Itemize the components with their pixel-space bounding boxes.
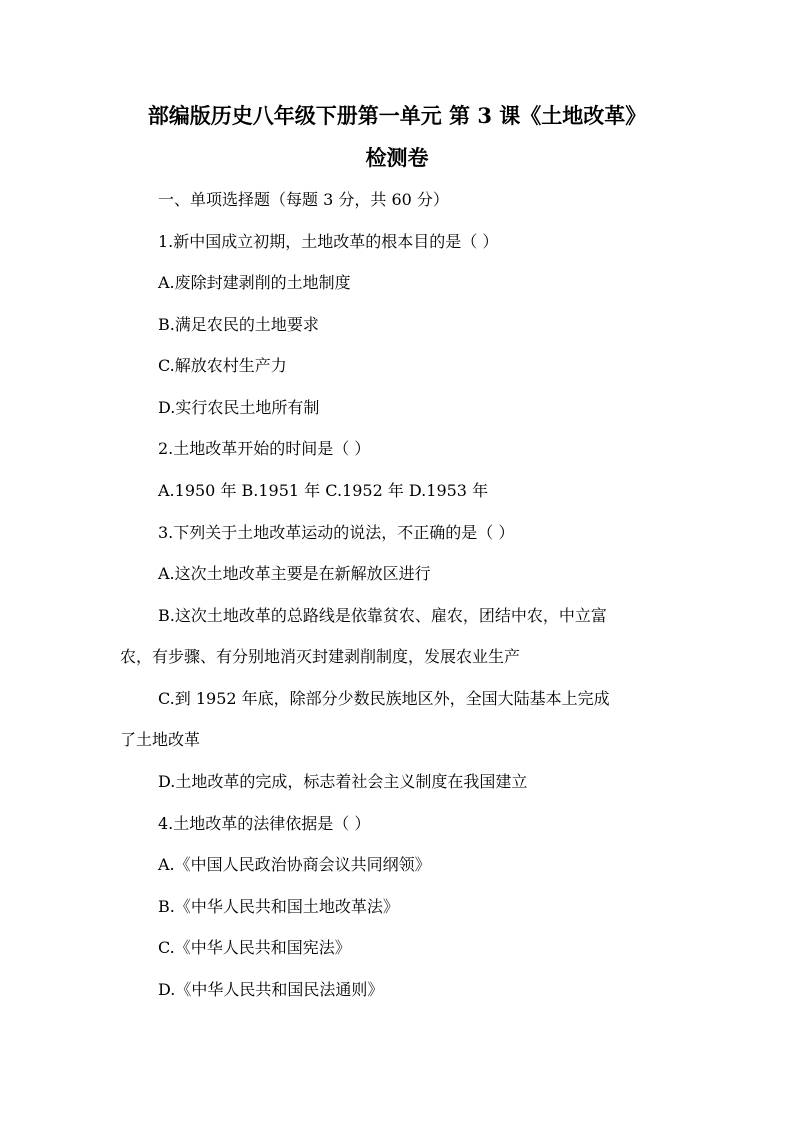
question-2-stem: 2.土地改革开始的时间是（ ） — [158, 439, 371, 458]
question-4-option-c: C.《中华人民共和国宪法》 — [158, 938, 351, 957]
document-title: 部编版历史八年级下册第一单元 第 3 课《土地改革》 — [147, 103, 647, 128]
question-2-options: A.1950 年 B.1951 年 C.1952 年 D.1953 年 — [158, 481, 489, 500]
section-heading: 一、单项选择题（每题 3 分，共 60 分） — [158, 190, 449, 209]
question-3-stem: 3.下列关于土地改革运动的说法，不正确的是（ ） — [158, 523, 515, 542]
question-4-option-b: B.《中华人民共和国土地改革法》 — [158, 897, 399, 916]
question-3-option-d: D.土地改革的完成，标志着社会主义制度在我国建立 — [158, 772, 528, 791]
question-4-option-a: A.《中国人民政治协商会议共同纲领》 — [158, 855, 431, 874]
question-3-option-c-line1: C.到 1952 年底，除部分少数民族地区外，全国大陆基本上完成 — [158, 689, 610, 708]
question-1-option-c: C.解放农村生产力 — [158, 356, 287, 375]
question-3-option-b-line1: B.这次土地改革的总路线是依靠贫农、雇农，团结中农，中立富 — [158, 606, 607, 625]
question-3-option-a: A.这次土地改革主要是在新解放区进行 — [158, 564, 431, 583]
question-4-option-d: D.《中华人民共和国民法通则》 — [158, 980, 384, 999]
question-1-option-b: B.满足农民的土地要求 — [158, 315, 319, 334]
question-1-option-a: A.废除封建剥削的土地制度 — [158, 273, 351, 292]
question-1-stem: 1.新中国成立初期，土地改革的根本目的是（ ） — [158, 232, 499, 251]
question-4-stem: 4.土地改革的法律依据是（ ） — [158, 814, 371, 833]
question-3-option-c-line2: 了土地改革 — [120, 730, 201, 749]
document-subtitle: 检测卷 — [365, 145, 429, 170]
question-1-option-d: D.实行农民土地所有制 — [158, 398, 320, 417]
question-3-option-b-line2: 农，有步骤、有分别地消灭封建剥削制度，发展农业生产 — [120, 647, 521, 666]
